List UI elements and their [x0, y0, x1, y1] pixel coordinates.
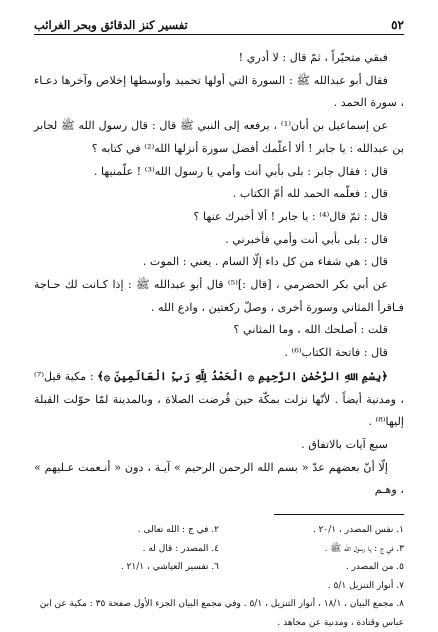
paragraph: قال : بلى بأبي أنت وأمي فأخبرني . — [225, 232, 388, 246]
paragraph: قال : فاتحة الكتاب⁽⁶⁾ . — [284, 346, 388, 360]
footnote: ٧. أنوار التنزيل ٥/١ . — [327, 580, 404, 591]
footnote: ٢. في ج : الله تعالى . — [137, 525, 219, 536]
paragraph: قال : هي شفاء من كل داء إلّا السام . يعني : الموت . — [142, 255, 388, 269]
paragraph: قال : فقال جابر : بلى بأبي أنت وأمي يا رسول الله⁽³⁾ ! علّمنيها . — [93, 164, 388, 178]
footnotes — [34, 521, 404, 632]
paragraph: إلّا أنّ بعضهم عدّ « بسم الله الرحمن الرحيم » آيـة ، دون « أنـعمت عـليهم » ، وهـم — [34, 460, 404, 497]
verse-paragraph — [34, 365, 404, 434]
verse-commentary: : مكية قيل⁽⁷⁾ ، ومدنية أيضاً . لأنّها نزلت بمكّة حين فُرضت الصلاة ، وبالمدينة لمّا حوّلت القبلة إليها⁽⁸⁾ . — [34, 369, 404, 429]
quran-verse: ﴿بِسْمِ اللهِ الرَّحْمٰنِ الرَّحِيمِ ۞ الْحَمْدُ لِلَّهِ رَبِّ الْعَالَمِينَ ۞﴾ — [97, 368, 388, 383]
footnote: ٨. مجمع البيان ، ١٨/١ ، أنوار التنزيل ، ٥/١ . وفي مجمع البيان الجزء الأول صفحة ٣٥ : مكية عن ابن عباس وقتادة ، ومدنية عن مجاهد . — [39, 599, 404, 628]
paragraph: فقال أبو عبدالله ﷺ : السورة التي أولها تحميد وأوسطها إخلاص وآخرها دعـاء ، سورة الحمد . — [34, 73, 404, 110]
paragraph: قال : ثمّ قال⁽⁴⁾ : يا جابر ! ألا أخبرك عنها ؟ — [193, 209, 388, 223]
paragraph: عن إسماعيل بن أبان⁽¹⁾ ، يرفعه إلى النبي ﷺ قال : قال رسول الله ﷺ لجابر بن عبدالله : يا جابر ! ألا أعلّمك أفضل سورة أنزلها الله⁽²⁾ في كتابه ؟ — [34, 119, 404, 155]
footnote-row — [34, 558, 404, 577]
footnote: ٤. المصدر : قال له . — [142, 543, 219, 554]
footnote: ٥. من المصدر . — [345, 562, 404, 573]
footnote-row — [34, 540, 404, 559]
footnote-row — [34, 521, 404, 540]
paragraph: قلت : أصلحك الله ، وما المثاني ؟ — [233, 323, 388, 337]
footnote: ٦. تفسير العياشي ، ٢١/١ . — [120, 562, 219, 573]
page-number: ٥٢ — [391, 18, 404, 32]
running-title: تفسير كنز الدقائق وبحر الغرائب — [34, 18, 188, 32]
footnote: ١. نفس المصدر ، ٢٠/١ . — [312, 525, 404, 536]
page-header — [34, 14, 404, 32]
paragraph: قال : فعلّمه الحمد لله أمّ الكتاب . — [232, 187, 388, 201]
header-rule — [34, 34, 404, 35]
paragraph-group — [34, 434, 404, 502]
paragraph-group — [34, 47, 404, 365]
footnote: ٣. في ج : يا رسول الله ﷺ . — [324, 543, 404, 554]
main-text — [34, 47, 404, 502]
paragraph: فبقي متحيّراً ، ثمّ قال : لا أدري ! — [238, 51, 388, 64]
paragraph: سبع آيات بالاتفاق . — [301, 437, 388, 451]
footnote-rule — [274, 514, 404, 515]
paragraph: عن أبي بكر الحضرمي ، [قال :]⁽⁵⁾ قال أبو عبدالله ﷺ : إذا كـانت لك حـاجة فـاقرأ المثاني وسورة أخرى ، وصلّ ركعتين ، وادع الله . — [34, 278, 404, 314]
